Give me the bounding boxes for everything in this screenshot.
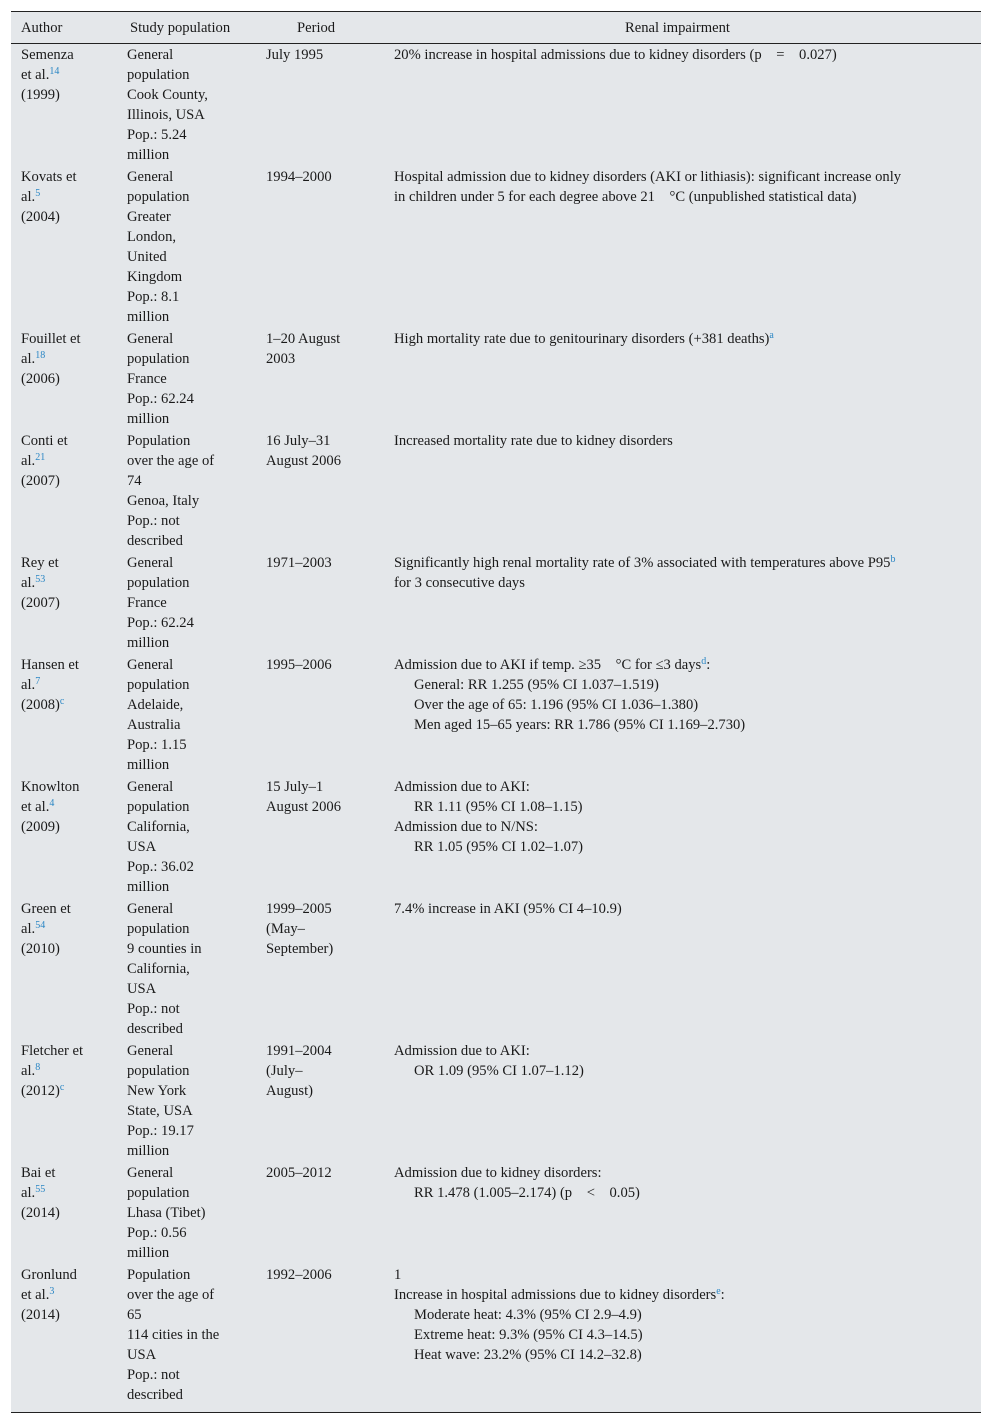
reference-link[interactable]: 21 bbox=[35, 452, 46, 463]
header-renal-impairment: Renal impairment bbox=[625, 20, 730, 36]
cell-line: General: RR 1.255 (95% CI 1.037–1.519) bbox=[414, 677, 659, 693]
cell-line: population bbox=[127, 921, 190, 937]
cell-line: population bbox=[127, 1063, 190, 1079]
cell-line: over the age of bbox=[127, 453, 215, 469]
renal-impairment-cell bbox=[394, 1265, 964, 1365]
cell-line: General bbox=[127, 331, 174, 347]
cell-line: million bbox=[127, 147, 170, 163]
renal-impairment-cell bbox=[394, 431, 964, 451]
renal-impairment-cell bbox=[394, 553, 964, 593]
cell-line: Genoa, Italy bbox=[127, 493, 200, 509]
cell-line: Admission due to AKI: bbox=[394, 1043, 530, 1059]
author-cell bbox=[21, 1163, 121, 1223]
cell-line: Knowlton bbox=[21, 779, 80, 795]
renal-impairment-cell bbox=[394, 1041, 964, 1081]
cell-line: General bbox=[127, 1165, 174, 1181]
reference-link[interactable]: 53 bbox=[35, 574, 46, 585]
cell-line: et al.$^{14}$ bbox=[21, 66, 60, 83]
footnote-link[interactable]: c bbox=[59, 1082, 65, 1093]
period-cell bbox=[266, 1163, 386, 1183]
population-cell bbox=[127, 1041, 247, 1161]
cell-line: Pop.: 1.15 bbox=[127, 737, 187, 753]
cell-line: Gronlund bbox=[21, 1267, 77, 1283]
cell-line: million bbox=[127, 879, 170, 895]
footnote-link[interactable]: d bbox=[701, 656, 707, 667]
cell-line: Admission due to N/NS: bbox=[394, 819, 538, 835]
cell-line: 1991–2004 bbox=[266, 1043, 332, 1059]
cell-line: United bbox=[127, 249, 167, 265]
author-cell bbox=[21, 45, 121, 105]
cell-line: 2005–2012 bbox=[266, 1165, 332, 1181]
reference-link[interactable]: 54 bbox=[35, 920, 46, 931]
cell-line: RR 1.11 (95% CI 1.08–1.15) bbox=[414, 799, 583, 815]
cell-line: (2004) bbox=[21, 209, 60, 225]
cell-line: Extreme heat: 9.3% (95% CI 4.3–14.5) bbox=[414, 1327, 643, 1343]
population-cell bbox=[127, 899, 247, 1039]
cell-line: RR 1.05 (95% CI 1.02–1.07) bbox=[414, 839, 584, 855]
cell-line: Cook County, bbox=[127, 87, 208, 103]
cell-line: New York bbox=[127, 1083, 187, 1099]
cell-line: Lhasa (Tibet) bbox=[127, 1205, 206, 1221]
reference-link[interactable]: 4 bbox=[49, 798, 55, 809]
cell-line: 1994–2000 bbox=[266, 169, 332, 185]
header-author: Author bbox=[21, 20, 63, 36]
cell-line: described bbox=[127, 1387, 183, 1403]
cell-line: million bbox=[127, 635, 170, 651]
population-cell bbox=[127, 1163, 247, 1263]
cell-line: Greater bbox=[127, 209, 171, 225]
cell-line: described bbox=[127, 533, 183, 549]
population-cell bbox=[127, 329, 247, 429]
cell-line: population bbox=[127, 67, 190, 83]
cell-line: al.$^{53}$ bbox=[21, 574, 46, 591]
period-cell bbox=[266, 329, 386, 369]
author-cell bbox=[21, 655, 121, 715]
cell-line: Fletcher et bbox=[21, 1043, 83, 1059]
cell-line: Pop.: not bbox=[127, 513, 180, 529]
cell-line: General bbox=[127, 47, 174, 63]
header-study-population: Study population bbox=[130, 20, 231, 36]
cell-line: al.$^8$ bbox=[21, 1062, 41, 1079]
cell-line: Population bbox=[127, 433, 191, 449]
cell-line: Pop.: 5.24 bbox=[127, 127, 187, 143]
period-cell bbox=[266, 167, 386, 187]
cell-line: al.$^5$ bbox=[21, 188, 41, 205]
cell-line: 7.4% increase in AKI (95% CI 4–10.9) bbox=[394, 901, 622, 917]
cell-line: OR 1.09 (95% CI 1.07–1.12) bbox=[414, 1063, 584, 1079]
population-cell bbox=[127, 655, 247, 775]
cell-line: Pop.: 0.56 bbox=[127, 1225, 187, 1241]
cell-line: Admission due to AKI: bbox=[394, 779, 530, 795]
cell-line: Pop.: not bbox=[127, 1367, 180, 1383]
period-cell bbox=[266, 655, 386, 675]
cell-line: 15 July–1 bbox=[266, 779, 324, 795]
cell-line: Admission due to kidney disorders: bbox=[394, 1165, 602, 1181]
author-cell bbox=[21, 553, 121, 613]
cell-line: Increase in hospital admissions due to kidney disorders$^e$: bbox=[394, 1286, 725, 1303]
renal-impairment-cell bbox=[394, 655, 964, 735]
cell-line: (2014) bbox=[21, 1205, 60, 1221]
cell-line: Population bbox=[127, 1267, 191, 1283]
author-cell bbox=[21, 1041, 121, 1101]
renal-impairment-cell bbox=[394, 899, 964, 919]
population-cell bbox=[127, 1265, 247, 1405]
cell-line: 1995–2006 bbox=[266, 657, 332, 673]
cell-line: million bbox=[127, 1143, 170, 1159]
cell-line: 2003 bbox=[266, 351, 296, 367]
cell-line: USA bbox=[127, 981, 157, 997]
reference-link[interactable]: 14 bbox=[49, 66, 60, 77]
cell-line: Kovats et bbox=[21, 169, 77, 185]
cell-line: over the age of bbox=[127, 1287, 215, 1303]
cell-line: Pop.: 8.1 bbox=[127, 289, 180, 305]
cell-line: 114 cities in the bbox=[127, 1327, 220, 1343]
cell-line: (2010) bbox=[21, 941, 60, 957]
cell-line: Pop.: 62.24 bbox=[127, 391, 194, 407]
cell-line: 1–20 August bbox=[266, 331, 341, 347]
cell-line: Pop.: 19.17 bbox=[127, 1123, 194, 1139]
period-cell bbox=[266, 553, 386, 573]
cell-line: High mortality rate due to genitourinary disorders (+381 deaths)$^a$ bbox=[394, 330, 774, 347]
cell-line: 16 July–31 bbox=[266, 433, 331, 449]
cell-line: for 3 consecutive days bbox=[394, 575, 525, 591]
cell-line: (2009) bbox=[21, 819, 60, 835]
cell-line: 9 counties in bbox=[127, 941, 202, 957]
cell-line: Admission due to AKI if temp. ≥35 °C for ≤3 days$^d$: bbox=[394, 656, 711, 673]
footnote-link[interactable]: c bbox=[59, 696, 65, 707]
renal-impairment-cell bbox=[394, 777, 964, 857]
cell-line: Australia bbox=[127, 717, 181, 733]
cell-line: Significantly high renal mortality rate of 3% associated with temperatures above P95$^b$ bbox=[394, 554, 896, 571]
cell-line: July 1995 bbox=[266, 47, 324, 63]
cell-line: Conti et bbox=[21, 433, 68, 449]
cell-line: USA bbox=[127, 1347, 157, 1363]
period-cell bbox=[266, 1041, 386, 1101]
cell-line: RR 1.478 (1.005–2.174) (p < 0.05) bbox=[414, 1185, 640, 1201]
cell-line: (2007) bbox=[21, 595, 60, 611]
cell-line: USA bbox=[127, 839, 157, 855]
cell-line: 1 bbox=[394, 1267, 402, 1283]
cell-line: Fouillet et bbox=[21, 331, 81, 347]
cell-line: population bbox=[127, 575, 190, 591]
cell-line: al.$^{18}$ bbox=[21, 350, 46, 367]
population-cell bbox=[127, 553, 247, 653]
cell-line: population bbox=[127, 1185, 190, 1201]
cell-line: London, bbox=[127, 229, 177, 245]
cell-line: Men aged 15–65 years: RR 1.786 (95% CI 1.169–2.730) bbox=[414, 717, 746, 733]
population-cell bbox=[127, 45, 247, 165]
cell-line: General bbox=[127, 657, 174, 673]
cell-line: population bbox=[127, 799, 190, 815]
cell-line: population bbox=[127, 677, 190, 693]
period-cell bbox=[266, 45, 386, 65]
cell-line: Heat wave: 23.2% (95% CI 14.2–32.8) bbox=[414, 1347, 642, 1363]
cell-line: General bbox=[127, 555, 174, 571]
cell-line: September) bbox=[266, 941, 334, 957]
author-cell bbox=[21, 899, 121, 959]
population-cell bbox=[127, 431, 247, 551]
period-cell bbox=[266, 431, 386, 471]
renal-impairment-cell bbox=[394, 329, 964, 349]
cell-line: million bbox=[127, 1245, 170, 1261]
cell-line: al.$^7$ bbox=[21, 676, 41, 693]
period-cell bbox=[266, 1265, 386, 1285]
reference-link[interactable]: 7 bbox=[35, 676, 41, 687]
footnote-link[interactable]: b bbox=[890, 554, 896, 565]
cell-line: described bbox=[127, 1021, 183, 1037]
cell-line: Rey et bbox=[21, 555, 59, 571]
cell-line: Moderate heat: 4.3% (95% CI 2.9–4.9) bbox=[414, 1307, 642, 1323]
cell-line: (May– bbox=[266, 921, 305, 937]
cell-line: Kingdom bbox=[127, 269, 183, 285]
author-cell bbox=[21, 431, 121, 491]
author-cell bbox=[21, 1265, 121, 1325]
cell-line: August 2006 bbox=[266, 453, 341, 469]
cell-line: Pop.: 36.02 bbox=[127, 859, 194, 875]
cell-line: General bbox=[127, 779, 174, 795]
cell-line: Adelaide, bbox=[127, 697, 184, 713]
cell-line: General bbox=[127, 901, 174, 917]
cell-line: August) bbox=[266, 1083, 314, 1099]
cell-line: al.$^{54}$ bbox=[21, 920, 46, 937]
cell-line: (2014) bbox=[21, 1307, 60, 1323]
reference-link[interactable]: 55 bbox=[35, 1184, 46, 1195]
cell-line: Increased mortality rate due to kidney disorders bbox=[394, 433, 673, 449]
cell-line: California, bbox=[127, 961, 190, 977]
cell-line: 65 bbox=[127, 1307, 142, 1323]
cell-line: (2006) bbox=[21, 371, 60, 387]
cell-line: 1992–2006 bbox=[266, 1267, 332, 1283]
cell-line: population bbox=[127, 351, 190, 367]
cell-line: Pop.: not bbox=[127, 1001, 180, 1017]
reference-link[interactable]: 5 bbox=[35, 188, 41, 199]
cell-line: $(2008)^c$ bbox=[21, 696, 65, 713]
cell-line: Hansen et bbox=[21, 657, 79, 673]
header-period: Period bbox=[297, 20, 336, 36]
cell-line: al.$^{55}$ bbox=[21, 1184, 46, 1201]
cell-line: Semenza bbox=[21, 47, 74, 63]
cell-line: Over the age of 65: 1.196 (95% CI 1.036–1.380) bbox=[414, 697, 699, 713]
renal-impairment-cell bbox=[394, 45, 964, 65]
cell-line: Pop.: 62.24 bbox=[127, 615, 194, 631]
cell-line: State, USA bbox=[127, 1103, 193, 1119]
table-header bbox=[11, 12, 981, 44]
renal-impairment-cell bbox=[394, 167, 964, 207]
cell-line: (July– bbox=[266, 1063, 303, 1079]
cell-line: 74 bbox=[127, 473, 142, 489]
cell-line: population bbox=[127, 189, 190, 205]
footnote-link[interactable]: e bbox=[716, 1286, 721, 1297]
cell-line: et al.$^3$ bbox=[21, 1286, 55, 1303]
cell-line: et al.$^4$ bbox=[21, 798, 55, 815]
cell-line: France bbox=[127, 371, 167, 387]
cell-line: General bbox=[127, 169, 174, 185]
cell-line: million bbox=[127, 309, 170, 325]
cell-line: million bbox=[127, 411, 170, 427]
cell-line: $(2012)^c$ bbox=[21, 1082, 65, 1099]
cell-line: million bbox=[127, 757, 170, 773]
population-cell bbox=[127, 777, 247, 897]
author-cell bbox=[21, 167, 121, 227]
cell-line: in children under 5 for each degree above 21 °C (unpublished statistical data) bbox=[394, 189, 857, 205]
author-cell bbox=[21, 329, 121, 389]
cell-line: Bai et bbox=[21, 1165, 56, 1181]
footnote-link[interactable]: a bbox=[769, 330, 774, 341]
period-cell bbox=[266, 899, 386, 959]
cell-line: 1999–2005 bbox=[266, 901, 332, 917]
author-cell bbox=[21, 777, 121, 837]
cell-line: 20% increase in hospital admissions due to kidney disorders (p = 0.027) bbox=[394, 47, 837, 63]
reference-link[interactable]: 18 bbox=[35, 350, 46, 361]
cell-line: Green et bbox=[21, 901, 71, 917]
reference-link[interactable]: 8 bbox=[35, 1062, 41, 1073]
renal-impairment-cell bbox=[394, 1163, 964, 1203]
cell-line: France bbox=[127, 595, 167, 611]
cell-line: Illinois, USA bbox=[127, 107, 205, 123]
cell-line: al.$^{21}$ bbox=[21, 452, 46, 469]
cell-line: Hospital admission due to kidney disorders (AKI or lithiasis): significant increase only bbox=[394, 169, 902, 185]
cell-line: 1971–2003 bbox=[266, 555, 332, 571]
reference-link[interactable]: 3 bbox=[49, 1286, 55, 1297]
period-cell bbox=[266, 777, 386, 817]
table bbox=[11, 11, 981, 1413]
cell-line: California, bbox=[127, 819, 190, 835]
cell-line: August 2006 bbox=[266, 799, 341, 815]
cell-line: General bbox=[127, 1043, 174, 1059]
cell-line: (2007) bbox=[21, 473, 60, 489]
cell-line: (1999) bbox=[21, 87, 60, 103]
population-cell bbox=[127, 167, 247, 327]
